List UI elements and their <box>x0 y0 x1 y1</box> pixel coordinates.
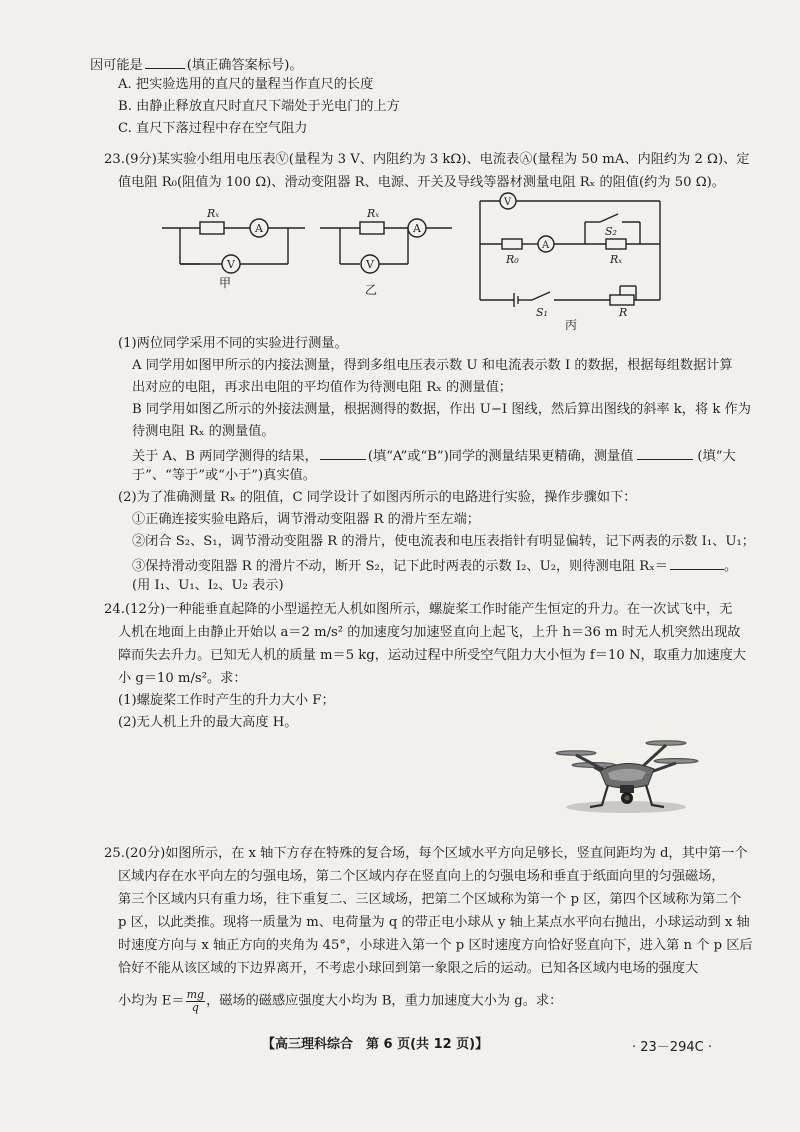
page-footer: 【高三理科综合 第 6 页(共 12 页)】 <box>262 1037 489 1052</box>
q23-p1-question-cont: 于”、“等于”或“小于”)真实值。 <box>132 468 316 483</box>
ammeter-letter: A <box>542 240 550 251</box>
slide-rheostat-r <box>610 295 634 305</box>
answer-blank <box>145 56 185 69</box>
caption-jia: 甲 <box>219 276 232 290</box>
text: ③保持滑动变阻器 R 的滑片不动，断开 S₂，记下此时两表的示数 I₂、U₂，则待测电阻 Rₓ＝ <box>132 559 668 574</box>
q23-p1-b2: 待测电阻 Rₓ 的测量值。 <box>132 424 275 439</box>
q23-step3: ③保持滑动变阻器 R 的滑片不动，断开 S₂，记下此时两表的示数 I₂、U₂，则待测电阻 Rₓ＝ 。 <box>132 559 738 574</box>
voltmeter-letter: V <box>504 197 512 208</box>
caption-bing: 丙 <box>565 318 578 332</box>
answer-blank <box>637 447 693 460</box>
circuit-bing <box>480 193 660 307</box>
q24-sub1: (1)螺旋桨工作时产生的升力大小 F； <box>118 693 335 708</box>
fraction-mg-over-q <box>186 989 205 1013</box>
ammeter-letter: A <box>255 222 263 235</box>
label-rx: Rₓ <box>207 207 220 220</box>
text: (填“A”或“B”)同学的测量结果更精确，测量值 <box>367 449 634 464</box>
option-b: B. 由静止释放直尺时直尺下端处于光电门的上方 <box>118 99 400 114</box>
paper-code: · 23－294C · <box>632 1040 712 1055</box>
q24-line3: 障而失去升力。已知无人机的质量 m＝5 kg，运动过程中所受空气阻力大小恒为 f＝10 N，取重力加速度大 <box>118 648 746 663</box>
resistor-rx <box>606 239 626 249</box>
fraction-numerator: mg <box>186 988 205 1001</box>
q23-p1-question <box>132 447 736 463</box>
q23-step1: ①正确连接实验电路后，调节滑动变阻器 R 的滑片至左端； <box>132 512 480 527</box>
q25-line1: 25.(20分)如图所示，在 x 轴下方存在特殊的复合场，每个区域水平方向足够长，竖直间距均为 d，其中第一个 <box>104 846 748 861</box>
q24-sub2: (2)无人机上升的最大高度 H。 <box>118 715 298 730</box>
option-a: A. 把实验选用的直尺的量程当作直尺的长度 <box>118 77 374 92</box>
text: (填“大 <box>697 449 736 464</box>
resistor-rx <box>360 222 384 234</box>
q23-part1-title: (1)两位同学采用不同的实验进行测量。 <box>118 336 348 351</box>
label-rx: Rₓ <box>367 207 380 220</box>
q25-line3: 第三个区域内只有重力场，往下重复二、三区域场，把第二个区域称为第一个 p 区，第四个区域称为第二个 <box>118 892 742 907</box>
fill-in-line <box>90 56 303 72</box>
label-s2: S₂ <box>605 225 617 238</box>
resistor-r0 <box>502 239 522 249</box>
switch-s2 <box>600 214 618 222</box>
drone-image <box>538 727 708 815</box>
voltmeter-letter: V <box>366 258 374 271</box>
q23-p1-a2: 出对应的电阻，再求出电阻的平均值作为待测电阻 Rₓ 的测量值； <box>132 380 512 395</box>
q23-line2: 值电阻 R₀(阻值为 100 Ω)、滑动变阻器 R、电源、开关及导线等器材测量电阻 Rₓ 的阻值(约为 50 Ω)。 <box>118 175 725 190</box>
q23-p1-b1: B 同学用如图乙所示的外接法测量，根据测得的数据，作出 U−I 图线，然后算出图线的斜率 k，将 k 作为 <box>132 402 751 417</box>
q23-part2-title: (2)为了准确测量 Rₓ 的阻值，C 同学设计了如图丙所示的电路进行实验，操作步骤如下： <box>118 490 637 505</box>
switch-s1 <box>532 292 550 300</box>
text: (填正确答案标号)。 <box>186 58 303 73</box>
label-r0: R₀ <box>506 253 519 266</box>
option-c: C. 直尺下落过程中存在空气阻力 <box>118 121 308 136</box>
resistor-rx <box>200 222 224 234</box>
q23-line1: 23.(9分)某实验小组用电压表Ⓥ(量程为 3 V、内阻约为 3 kΩ)、电流表Ⓐ(量程为 50 mA、内阻约为 2 Ω)、定 <box>104 152 750 167</box>
caption-yi: 乙 <box>365 283 378 297</box>
answer-blank <box>320 447 366 460</box>
q24-line4: 小 g＝10 m/s²。求： <box>118 671 247 686</box>
text: 因可能是 <box>90 58 143 73</box>
circuit-yi <box>320 219 452 273</box>
ammeter-letter: A <box>413 222 421 235</box>
answer-blank <box>670 557 724 570</box>
q23-p1-a1: A 同学用如图甲所示的内接法测量，得到多组电压表示数 U 和电流表示数 I 的数据，根据每组数据计算 <box>132 358 733 373</box>
q25-line5: 时速度方向与 x 轴正方向的夹角为 45°，小球进入第一个 p 区时速度方向恰好竖直向下，进入第 n 个 p 区后 <box>118 938 753 953</box>
label-s1: S₁ <box>536 306 548 319</box>
q25-line2: 区域内存在水平向左的匀强电场，第二个区域内存在竖直向上的匀强电场和垂直于纸面向里的匀强磁场， <box>118 869 725 884</box>
voltmeter-letter: V <box>227 258 235 271</box>
text: ，磁场的磁感应强度大小均为 B，重力加速度大小为 g。求： <box>206 993 563 1009</box>
q24-line1: 24.(12分)一种能垂直起降的小型遥控无人机如图所示，螺旋桨工作时能产生恒定的升力。在一次试飞中，无 <box>104 602 733 617</box>
fraction-denominator: q <box>191 1000 199 1014</box>
label-rx: Rₓ <box>610 253 623 266</box>
q25-line4: p 区，以此类推。现将一质量为 m、电荷量为 q 的带正电小球从 y 轴上某点水平向右抛出，小球运动到 x 轴 <box>118 915 750 930</box>
q23-step3-note: (用 I₁、U₁、I₂、U₂ 表示) <box>132 578 284 593</box>
text: 小均为 E＝ <box>118 993 185 1009</box>
q25-line6: 恰好不能从该区域的下边界离开，不考虑小球回到第一象限之后的运动。已知各区域内电场的强度大 <box>118 961 699 976</box>
circuit-diagrams <box>160 192 670 332</box>
text: 关于 A、B 两同学测得的结果， <box>132 449 318 464</box>
q23-step2: ②闭合 S₂、S₁，调节滑动变阻器 R 的滑片，使电流表和电压表指针有明显偏转，记下两表的示数 I₁、U₁； <box>132 534 755 549</box>
label-r: R <box>619 306 628 319</box>
q24-line2: 人机在地面上由静止开始以 a＝2 m/s² 的加速度匀加速竖直向上起飞，上升 h＝36 m 时无人机突然出现故 <box>118 625 741 640</box>
q25-line7 <box>118 989 562 1013</box>
